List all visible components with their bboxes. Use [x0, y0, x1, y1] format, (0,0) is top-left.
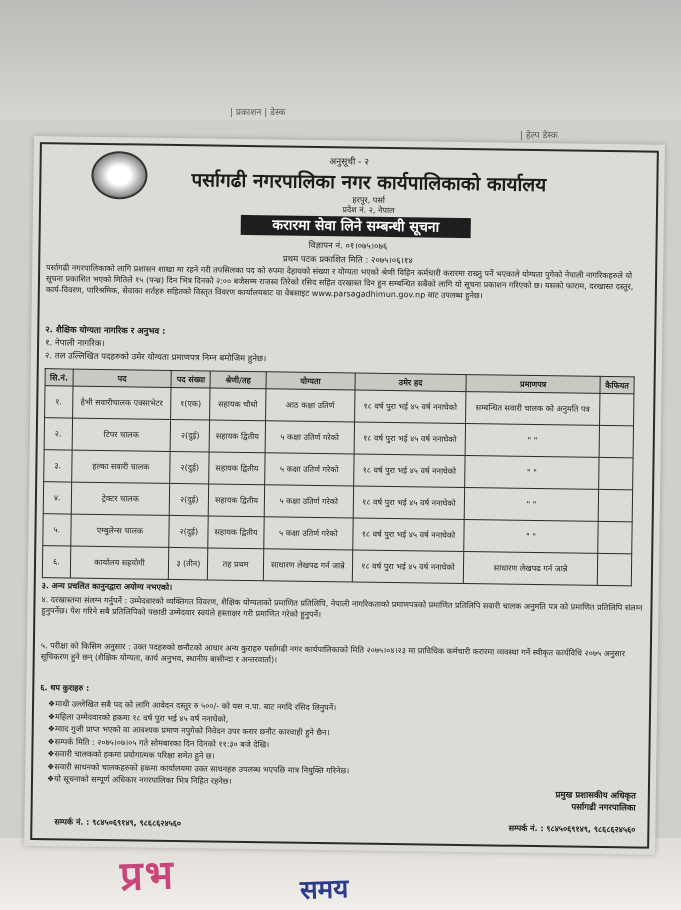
annex-label: अनुसूची - २ — [329, 157, 370, 168]
list-item: ❖ सम्पर्क मिति : २०७५।०७।०५ गते सोमबारका दिन दिनको ११:३० बजे देखि। — [47, 736, 467, 754]
header-cell: सि.नं. — [45, 369, 73, 386]
section-2-title: २. शैक्षिक योग्यता नागरिक र अनुभव : — [45, 325, 166, 337]
header-cell: उमेर हद — [355, 373, 466, 392]
section-2-item-1: १. नेपाली नागरिक। — [45, 338, 105, 350]
table-cell: २(दुई) — [170, 451, 210, 484]
publication-date: प्रथम पटक प्रकाशित मिति : २०७५।०६।१४ — [282, 254, 413, 267]
table-cell: " " — [465, 456, 600, 490]
list-item: ❖ यो सूचनाको सम्पूर्ण अधिकार नगरपालिका भित्र निहित रहनेछ। — [47, 773, 467, 791]
list-item: ❖ महिला उम्मेदवारको हकमा १८ वर्ष पुरा भई ४५ वर्ष ननाघेको, — [48, 711, 468, 729]
signatory-contact: सम्पर्क नं. : ९८४५०६९१४९, ९८६८६२४५६० — [508, 823, 636, 835]
table-cell: ३ (तीन) — [169, 547, 209, 580]
header-cell: प्रमाणपत्र — [466, 375, 600, 394]
notice-banner: करारमा सेवा लिने सम्बन्धी सूचना — [241, 215, 471, 238]
table-cell: १८ वर्ष पुरा भई ४५ वर्ष ननाघेको — [353, 518, 464, 552]
signatory-block — [555, 789, 636, 814]
table-cell: सहायक द्वितीय — [209, 452, 265, 485]
bottom-print-text-2: समय — [299, 874, 349, 906]
header-cell: योग्यता — [266, 372, 355, 390]
table-cell: १. — [45, 386, 73, 418]
contact-number: सम्पर्क नं. : ९८४५०६९१४९, ९८६८६२४५६० — [54, 817, 182, 829]
address-line-1: हरपुर, पर्सा — [352, 195, 385, 205]
table-cell: १८ वर्ष पुरा भई ४५ वर्ष ननाघेको — [352, 550, 463, 584]
table-cell: १(एक) — [171, 387, 211, 420]
header-cell: श्रेणी/तह — [210, 371, 266, 389]
section-2-item-2: २. तल उल्लिखित पदहरुको उमेर योग्यता प्रमाणपत्र निम्न बमोजिम हुनेछ। — [44, 351, 267, 365]
table-cell: २. — [44, 418, 72, 450]
table-cell: ट्रेक्टर चालक — [71, 482, 170, 515]
table-cell: ६. — [42, 546, 70, 578]
table-cell: ५. — [43, 514, 71, 546]
table-cell: १८ वर्ष पुरा भई ४५ वर्ष ननाघेको — [354, 454, 465, 488]
note-5: ५. परीक्षा को किसिम अनुसार : उक्त पदहरुको छनौटको आधार अन्य कुराहरु पर्सागढी नगर कार्यपालिकाको मिति २०७५।०४।२३ मा प्राविधिक कर्मचारी करारमा व्यवस्था गर्ने स्वीकृत कार्यविधि २०७५ अनुसार सूचिकरण हुने छन् (शैक्षिक योग्यता, कार्य अनुभव, स्थानीय बासीन्दा र अन्तरवार्ता)। — [40, 641, 626, 665]
intro-paragraph: पर्सागढी नगरपालिकाको लागि प्रशासन शाखा मा रहने गरी तपसिलका पद को रुपमा देहायको संख्या र योग्यता भएको श्रेणी विहिन कर्मचारी करारमा राख्नु पर्ने भएकाले योग्यता पुगेको नेपाली नागरिकहरुले यो सूचना प्रकाशित भएको मितिले १५ (पन्ध्र) दिन भित्र दिनको २:०० बजेसम्म राजस्व तिरेको रसिद सहित दरखास्त दिन हुन सम्बन्धित सबैको लागि यो सूचना प्रकाशन गरिएको छ। यसको फाराम, दरखास्त दस्तुर, कार्य-विवरण, पारिश्रमिक, सेवाका शर्तहरु सहितको विस्तृत विवरण कार्यालयबाट वा वेबसाइट www.parsagadhimun.gov.np बाट उपलब्ध हुनेछ। — [45, 263, 634, 301]
top-strip-text-2: | हेल्प डेस्क — [520, 131, 558, 141]
table-cell: साधारण लेखपढ गर्न जान्ने — [263, 549, 353, 582]
table-cell: १८ वर्ष पुरा भई ४५ वर्ष ननाघेको — [355, 390, 466, 424]
table-cell — [598, 521, 632, 553]
header-cell: पद — [73, 369, 172, 387]
table-cell: सहायक चौथो — [210, 388, 266, 421]
table-cell: हेभी सवारीचालक एक्साभेटर — [72, 386, 171, 419]
address-line-2: प्रदेश नं. २, नेपाल — [342, 205, 395, 216]
table-cell: ५ कक्षा उतिर्ण गरेको — [264, 453, 354, 486]
table-cell: ५ कक्षा उतिर्ण गरेको — [264, 485, 354, 518]
table-cell — [600, 393, 634, 425]
signatory-title: प्रमुख प्रशासकीय अधिकृत — [555, 790, 636, 802]
table-cell: कार्यालय सहयोगी — [70, 546, 169, 579]
table-cell: ४. — [43, 482, 71, 514]
table-cell: एम्बुलेन्स चालक — [70, 514, 169, 547]
table-cell: " " — [464, 520, 599, 554]
table-cell: सहायक द्वितीय — [208, 516, 264, 549]
office-title: पर्सागढी नगरपालिका नगर कार्यपालिकाको कार्यालय — [191, 169, 547, 197]
table-cell: २(दुई) — [169, 483, 209, 516]
header-cell: पद संख्या — [171, 370, 210, 388]
posts-table — [42, 368, 635, 586]
notice-paper — [24, 136, 665, 855]
table-cell: हल्का सवारी चालक — [71, 450, 170, 483]
bottom-print-text: प्रभ — [119, 852, 176, 900]
list-item: ❖ म्याद गुजी प्राप्त भएको वा आवश्यक प्रमाण नपुगेको निवेदन उपर करार छनौट कारवाही हुने छैन। — [48, 723, 468, 741]
table-cell: १८ वर्ष पुरा भई ४५ वर्ष ननाघेको — [353, 486, 464, 520]
list-item: ❖ सवारी चालकको हकमा प्रयोगात्मक परिक्षा समेत हुने छ। — [47, 748, 467, 766]
table-cell: टिपर चालक — [72, 418, 171, 451]
table-cell: तह प्रथम — [208, 548, 264, 581]
table-cell: २(दुई) — [170, 419, 210, 452]
table-cell: सहायक द्वितीय — [209, 484, 265, 517]
table-cell: सम्बन्धित सवारी चालक को अनुमति पत्र — [466, 392, 601, 426]
additional-points-list — [47, 698, 468, 791]
table-cell: सहायक द्वितीय — [210, 420, 266, 453]
table-cell: आठ कक्षा उतिर्ण — [265, 389, 355, 422]
newspaper-top-background — [0, 0, 681, 120]
note-6: ६. थप कुराहरु : — [40, 683, 90, 693]
ad-number: विज्ञापन नं. ०१।०७५।०७६ — [308, 240, 388, 252]
table-cell — [597, 553, 631, 585]
table-cell — [599, 457, 633, 489]
table-cell — [599, 425, 633, 457]
list-item: ❖ सवारी साधनको चालकहरुको हकमा कार्यालयमा उक्त साधनहरु उपलब्ध भएपछि मात्र नियुक्ति गरिनेछ। — [47, 761, 467, 779]
table-cell: ५ कक्षा उतिर्ण गरेको — [265, 421, 355, 454]
table-cell: " " — [465, 424, 600, 458]
table-cell: ५ कक्षा उतिर्ण गरेको — [263, 517, 353, 550]
table-cell: ३. — [44, 450, 72, 482]
table-cell: २(दुई) — [169, 515, 209, 548]
note-3: ३. अन्य प्रचलित कानुनद्वारा अयोग्य नभएको। — [41, 581, 173, 592]
list-item: ❖ माथी उल्लेखित सबै पद को लागि आवेदन दस्तुर रु ५००/- को यस न.पा. बाट नगदि रसिद लिनुपर्ने। — [48, 698, 468, 716]
signatory-office: पर्सागढी नगरपालिका — [571, 802, 636, 814]
table-cell: " " — [464, 488, 599, 522]
table-cell: १८ वर्ष पुरा भई ४५ वर्ष ननाघेको — [354, 422, 465, 456]
note-4: ४. दरखास्तमा संलग्न गर्नुपर्ने : उम्मेदवारको व्यक्तिगत विवरण, शैक्षिक योग्यताको प्रमाणित प्रतिलिपि, नेपाली नागरिकताको प्रमाणपत्रको प्रमाणित प्रतिलिपि सवारी चालक अनुमति पत्र को प्रमाणित प्रतिलिपि संलग्न हुनुपर्नेछ। पेश गरिने सबै प्रतिलिपिको पछाडी उम्मेदवार स्वयंले हस्ताक्षर गरी प्रमाणित गरेको हुनुपर्ने। — [41, 595, 643, 620]
header-cell: कैफियत — [600, 376, 634, 393]
table-cell: साधारण लेखपढ गर्न जान्ने — [463, 552, 598, 586]
top-strip-text: | प्रकाशन | डेस्क — [230, 108, 286, 118]
table-cell — [598, 489, 632, 521]
